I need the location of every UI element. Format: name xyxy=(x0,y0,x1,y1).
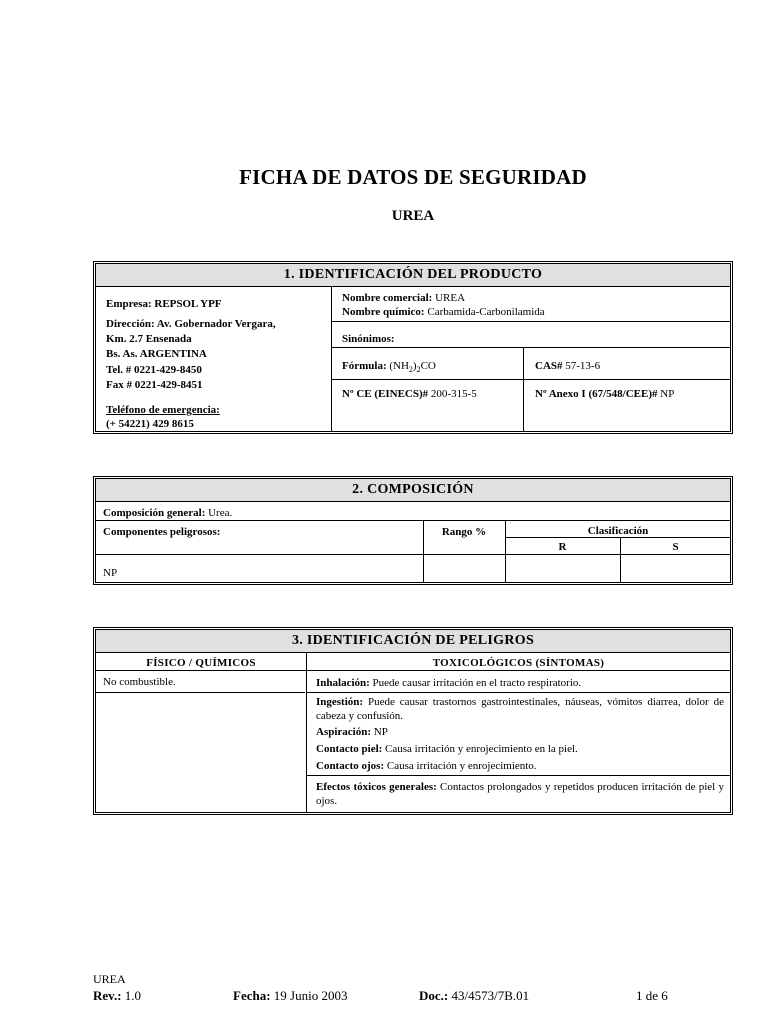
r-label: R xyxy=(558,541,567,553)
col-toxico-header: TOXICOLÓGICOS (SÍNTOMAS) xyxy=(432,657,605,669)
footer-product: UREA xyxy=(93,972,126,986)
ingestion: Ingestión: Puede causar trastornos gastrointestinales, náuseas, vómitos diarrea, dolor de cabeza y confusión. xyxy=(316,696,725,722)
contacto-ojos: Contacto ojos: Causa irritación y enrojecimiento. xyxy=(316,760,537,772)
empresa-text: Empresa: REPSOL YPF xyxy=(106,298,222,310)
section2-header: 2. COMPOSICIÓN xyxy=(96,479,730,502)
section-peligros xyxy=(95,629,731,813)
clasificacion-label: Clasificación xyxy=(587,525,649,537)
document-title: FICHA DE DATOS DE SEGURIDAD xyxy=(239,165,587,189)
efectos-generales: Efectos tóxicos generales: Contactos prolongados y repetidos producen irritación de piel y ojos. xyxy=(316,781,724,807)
composicion-general: Composición general: Urea. xyxy=(103,507,233,519)
emergencia-value: (+ 54221) 429 8615 xyxy=(106,418,194,430)
componentes-label: Componentes peligrosos: xyxy=(103,526,221,538)
contacto-piel: Contacto piel: Causa irritación y enrojecimiento en la piel. xyxy=(316,743,578,755)
footer-doc: Doc.: 43/4573/7B.01 xyxy=(419,988,530,1003)
footer-rev: Rev.: 1.0 xyxy=(93,988,142,1003)
direccion-line2: Km. 2.7 Ensenada xyxy=(106,333,192,345)
inhalacion: Inhalación: Puede causar irritación en el tracto respiratorio. xyxy=(316,677,582,689)
nombre-quimico: Nombre químico: Carbamida-Carbonilamida xyxy=(342,306,545,318)
footer-fecha: Fecha: 19 Junio 2003 xyxy=(233,988,348,1003)
fax-text: Fax # 0221-429-8451 xyxy=(106,379,203,391)
section3-header: 3. IDENTIFICACIÓN DE PELIGROS xyxy=(96,630,730,653)
fisico-value: No combustible. xyxy=(103,676,176,688)
aspiracion: Aspiración: NP xyxy=(316,726,388,738)
anexo-number: Nº Anexo I (67/548/CEE)# NP xyxy=(535,388,675,400)
tel-text: Tel. # 0221-429-8450 xyxy=(106,364,202,376)
s-label: S xyxy=(672,541,679,553)
formula: Fórmula: $(NH_2)_2CO$ xyxy=(342,360,436,375)
section1-header: 1. IDENTIFICACIÓN DEL PRODUCTO xyxy=(96,264,730,287)
col-fisico-header: FÍSICO / QUÍMICOS xyxy=(146,657,256,669)
section-composicion xyxy=(95,478,731,583)
np-value: NP xyxy=(103,567,118,579)
footer-page: 1 de 6 xyxy=(636,988,668,1003)
cas-number: CAS# 57-13-6 xyxy=(535,360,601,372)
ce-einecs: Nº CE (EINECS)# 200-315-5 xyxy=(342,388,477,400)
emergencia-label: Teléfono de emergencia: xyxy=(106,404,220,416)
section-identificacion xyxy=(95,263,731,432)
sinonimos-label: Sinónimos: xyxy=(342,333,395,345)
nombre-comercial: Nombre comercial: UREA xyxy=(342,292,466,304)
document-subtitle: UREA xyxy=(391,208,435,224)
pais-text: Bs. As. ARGENTINA xyxy=(106,348,207,360)
rango-label: Rango % xyxy=(441,526,487,538)
direccion-line1: Dirección: Av. Gobernador Vergara, xyxy=(106,318,276,330)
